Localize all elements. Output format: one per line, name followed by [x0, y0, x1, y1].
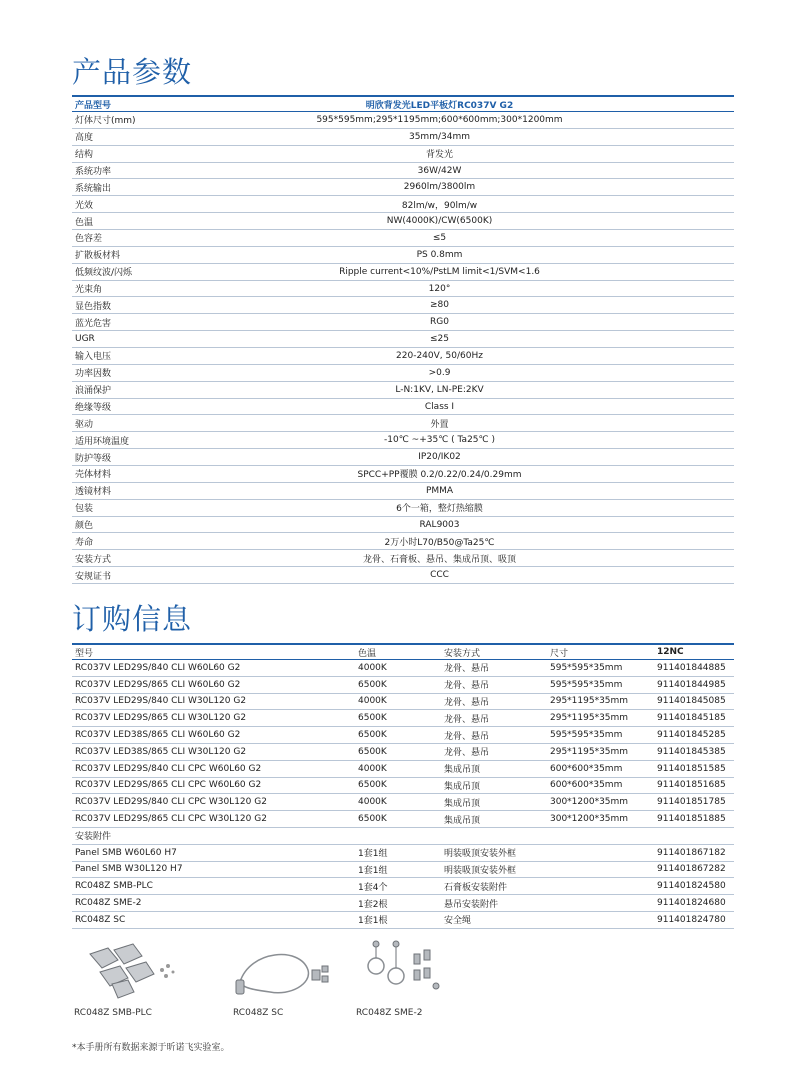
spec-label: 蓝光危害 — [75, 318, 112, 329]
spec-row — [72, 483, 734, 500]
footnote: *本手册所有数据来源于昕诺飞实验室。 — [72, 1043, 230, 1053]
order-model: RC037V LED29S/840 CLI CPC W60L60 G2 — [75, 763, 262, 774]
spec-row — [72, 399, 734, 416]
spec-row — [72, 348, 734, 365]
spec-value: Ripple current<10%/PstLM limit<1/SVM<1.6 — [339, 266, 540, 277]
accessory-model: RC048Z SMB-PLC — [75, 881, 153, 892]
order-model: RC037V LED38S/865 CLI W30L120 G2 — [75, 746, 247, 757]
spec-header-value: 明欣背发光LED平板灯RC037V G2 — [365, 100, 514, 111]
order-row — [72, 744, 734, 761]
accessory-title: 安装附件 — [75, 832, 112, 843]
accessory-qty: 1套1根 — [358, 916, 388, 927]
order-size: 600*600*35mm — [550, 780, 623, 791]
order-model: RC037V LED29S/865 CLI CPC W60L60 G2 — [75, 780, 262, 791]
spec-value: ≤5 — [432, 232, 447, 243]
order-model: RC037V LED29S/840 CLI W60L60 G2 — [75, 662, 241, 673]
spec-header-label: 产品型号 — [75, 100, 112, 111]
order-cct: 4000K — [358, 662, 387, 673]
accessory-title-row — [72, 828, 734, 845]
spec-row — [72, 415, 734, 432]
spec-label: 绝缘等级 — [75, 403, 112, 414]
spec-label: 光束角 — [75, 285, 103, 296]
order-header-size: 尺寸 — [550, 648, 569, 659]
spec-label: 低频纹波/闪烁 — [75, 268, 133, 279]
order-cct: 6500K — [358, 746, 387, 757]
order-model: RC037V LED29S/865 CLI CPC W30L120 G2 — [75, 814, 267, 825]
accessory-12nc: 911401824580 — [657, 881, 726, 892]
accessory-12nc: 911401824680 — [657, 898, 726, 909]
spec-row — [72, 213, 734, 230]
order-model: RC037V LED29S/865 CLI W30L120 G2 — [75, 713, 247, 724]
order-install: 集成吊顶 — [444, 815, 481, 826]
order-row — [72, 660, 734, 677]
spec-row — [72, 129, 734, 146]
spec-label: 系统输出 — [75, 183, 112, 194]
spec-row — [72, 432, 734, 449]
order-header-cct: 色温 — [358, 648, 377, 659]
caption-smb-plc: RC048Z SMB-PLC — [74, 1008, 152, 1018]
order-model: RC037V LED29S/865 CLI W60L60 G2 — [75, 679, 241, 690]
spec-label: 浪涌保护 — [75, 386, 112, 397]
spec-label: 驱动 — [75, 419, 94, 430]
spec-label: 透镜材料 — [75, 487, 112, 498]
spec-value: SPCC+PP覆膜 0.2/0.22/0.24/0.29mm — [357, 470, 522, 481]
spec-value: 220-240V, 50/60Hz — [396, 350, 483, 361]
spec-value: PS 0.8mm — [416, 249, 463, 260]
smb-plc-bracket-image — [78, 940, 188, 1000]
accessory-desc: 石膏板安装附件 — [444, 882, 508, 893]
order-size: 595*595*35mm — [550, 662, 623, 673]
spec-value: L-N:1KV, LN-PE:2KV — [395, 384, 484, 395]
spec-row — [72, 196, 734, 213]
spec-value: 595*595mm;295*1195mm;600*600mm;300*1200mm — [316, 114, 563, 125]
spec-row — [72, 567, 734, 584]
order-12nc: 911401851685 — [657, 780, 726, 791]
order-cct: 4000K — [358, 797, 387, 808]
order-install: 集成吊顶 — [444, 781, 481, 792]
spec-value: PMMA — [425, 485, 454, 496]
accessory-12nc: 911401867282 — [657, 864, 726, 875]
spec-value: >0.9 — [428, 367, 451, 378]
spec-row — [72, 112, 734, 129]
spec-label: 适用环境温度 — [75, 436, 130, 447]
spec-row — [72, 500, 734, 517]
safety-cable-image — [230, 940, 340, 1000]
spec-label: 颜色 — [75, 521, 94, 532]
spec-value: 35mm/34mm — [408, 131, 470, 142]
section-title-specs: 产品参数 — [72, 55, 193, 89]
spec-label: 结构 — [75, 150, 94, 161]
spec-value: 82lm/w，90lm/w — [401, 200, 478, 211]
order-model: RC037V LED38S/865 CLI W60L60 G2 — [75, 730, 241, 741]
spec-label: 灯体尺寸(mm) — [75, 116, 136, 127]
spec-value: ≥80 — [430, 300, 449, 311]
order-install: 龙骨、悬吊 — [444, 697, 490, 708]
spec-row — [72, 449, 734, 466]
order-12nc: 911401845185 — [657, 713, 726, 724]
spec-label: 光效 — [75, 200, 94, 211]
accessory-desc: 悬吊安装附件 — [444, 899, 499, 910]
accessory-model: RC048Z SME-2 — [75, 898, 142, 909]
accessory-desc: 明装吸顶安装外框 — [444, 865, 517, 876]
order-header-12nc: 12NC — [657, 647, 684, 657]
order-install: 龙骨、悬吊 — [444, 714, 490, 725]
order-row — [72, 794, 734, 811]
order-install: 集成吊顶 — [444, 765, 481, 776]
spec-label: 色温 — [75, 217, 94, 228]
order-size: 295*1195*35mm — [550, 746, 629, 757]
spec-label: 壳体材料 — [75, 470, 112, 481]
accessory-row — [72, 862, 734, 879]
order-row — [72, 811, 734, 828]
section-title-order: 订购信息 — [72, 602, 193, 636]
order-cct: 6500K — [358, 730, 387, 741]
order-table — [72, 643, 734, 929]
spec-label: 高度 — [75, 133, 94, 144]
accessory-12nc: 911401824780 — [657, 914, 726, 925]
spec-value: 外置 — [430, 419, 449, 430]
spec-header-row — [72, 95, 734, 112]
spec-value: Class I — [424, 401, 455, 412]
spec-row — [72, 230, 734, 247]
spec-row — [72, 247, 734, 264]
spec-value: 2万小时L70/B50@Ta25℃ — [384, 537, 495, 548]
order-row — [72, 677, 734, 694]
spec-label: 包装 — [75, 504, 94, 515]
order-size: 600*600*35mm — [550, 763, 623, 774]
spec-label: 扩散板材料 — [75, 251, 121, 262]
order-12nc: 911401844885 — [657, 662, 726, 673]
order-cct: 4000K — [358, 696, 387, 707]
accessory-row — [72, 878, 734, 895]
spec-value: 6个一箱，整灯热缩膜 — [396, 504, 483, 515]
accessory-model: RC048Z SC — [75, 914, 126, 925]
spec-label: UGR — [75, 334, 95, 345]
order-install: 龙骨、悬吊 — [444, 731, 490, 742]
order-size: 295*1195*35mm — [550, 696, 629, 707]
spec-value: 背发光 — [425, 150, 453, 161]
spec-row — [72, 466, 734, 483]
order-row — [72, 778, 734, 795]
order-install: 龙骨、悬吊 — [444, 748, 490, 759]
order-size: 595*595*35mm — [550, 679, 623, 690]
order-12nc: 911401851785 — [657, 797, 726, 808]
spec-row — [72, 533, 734, 550]
spec-row — [72, 517, 734, 534]
spec-value: IP20/IK02 — [418, 452, 461, 463]
spec-value: RAL9003 — [419, 519, 460, 530]
order-12nc: 911401845085 — [657, 696, 726, 707]
accessory-desc: 明装吸顶安装外框 — [444, 849, 517, 860]
spec-row — [72, 382, 734, 399]
spec-value: CCC — [430, 570, 449, 581]
accessory-desc: 安全绳 — [444, 916, 472, 927]
accessory-row — [72, 845, 734, 862]
accessory-row — [72, 912, 734, 929]
accessory-12nc: 911401867182 — [657, 847, 726, 858]
order-12nc: 911401845385 — [657, 746, 726, 757]
spec-value: RG0 — [430, 317, 449, 328]
order-row — [72, 694, 734, 711]
order-install: 集成吊顶 — [444, 798, 481, 809]
order-12nc: 911401851885 — [657, 814, 726, 825]
suspension-kit-image — [352, 940, 472, 1002]
spec-row — [72, 550, 734, 567]
order-size: 300*1200*35mm — [550, 814, 629, 825]
accessory-qty: 1套1组 — [358, 849, 388, 860]
order-install: 龙骨、悬吊 — [444, 681, 490, 692]
spec-row — [72, 146, 734, 163]
order-install: 龙骨、悬吊 — [444, 664, 490, 675]
spec-label: 系统功率 — [75, 167, 112, 177]
spec-value: NW(4000K)/CW(6500K) — [386, 216, 493, 227]
spec-row — [72, 314, 734, 331]
spec-value: -10℃ ~+35℃ ( Ta25℃ ) — [384, 435, 495, 446]
order-header-install: 安装方式 — [444, 648, 481, 659]
spec-label: 输入电压 — [75, 352, 112, 363]
spec-row — [72, 264, 734, 281]
order-12nc: 911401844985 — [657, 679, 726, 690]
spec-label: 功率因数 — [75, 369, 112, 380]
spec-label: 寿命 — [75, 537, 94, 548]
spec-row — [72, 179, 734, 196]
accessory-model: Panel SMB W60L60 H7 — [75, 847, 177, 858]
order-row — [72, 710, 734, 727]
order-model: RC037V LED29S/840 CLI CPC W30L120 G2 — [75, 797, 267, 808]
spec-table — [72, 95, 734, 584]
order-model: RC037V LED29S/840 CLI W30L120 G2 — [75, 696, 247, 707]
spec-label: 防护等级 — [75, 453, 112, 464]
spec-row — [72, 281, 734, 298]
spec-value: 2960lm/3800lm — [403, 182, 476, 193]
order-12nc: 911401851585 — [657, 763, 726, 774]
spec-label: 显色指数 — [75, 301, 112, 312]
order-cct: 4000K — [358, 763, 387, 774]
order-cct: 6500K — [358, 814, 387, 825]
accessory-model: Panel SMB W30L120 H7 — [75, 864, 183, 875]
spec-label: 安规证书 — [75, 571, 112, 582]
caption-sc: RC048Z SC — [233, 1008, 284, 1018]
order-12nc: 911401845285 — [657, 730, 726, 741]
order-size: 295*1195*35mm — [550, 713, 629, 724]
spec-row — [72, 163, 734, 180]
spec-value: ≤25 — [430, 334, 449, 345]
order-size: 300*1200*35mm — [550, 797, 629, 808]
order-row — [72, 727, 734, 744]
spec-row — [72, 365, 734, 382]
order-row — [72, 761, 734, 778]
order-cct: 6500K — [358, 713, 387, 724]
spec-value: 龙骨、石膏板、悬吊、集成吊顶、吸顶 — [362, 554, 516, 565]
spec-value: 36W/42W — [417, 165, 462, 176]
order-cct: 6500K — [358, 679, 387, 690]
accessory-qty: 1套1组 — [358, 865, 388, 876]
order-size: 595*595*35mm — [550, 730, 623, 741]
spec-label: 安装方式 — [75, 554, 112, 565]
accessory-row — [72, 895, 734, 912]
spec-row — [72, 331, 734, 348]
spec-label: 色容差 — [75, 234, 103, 245]
spec-value: 120° — [428, 283, 451, 294]
caption-sme-2: RC048Z SME-2 — [356, 1008, 423, 1018]
order-header-row — [72, 643, 734, 660]
accessory-qty: 1套4个 — [358, 882, 388, 893]
order-header-model: 型号 — [75, 648, 94, 659]
order-cct: 6500K — [358, 780, 387, 791]
spec-row — [72, 297, 734, 314]
accessory-qty: 1套2根 — [358, 899, 388, 910]
